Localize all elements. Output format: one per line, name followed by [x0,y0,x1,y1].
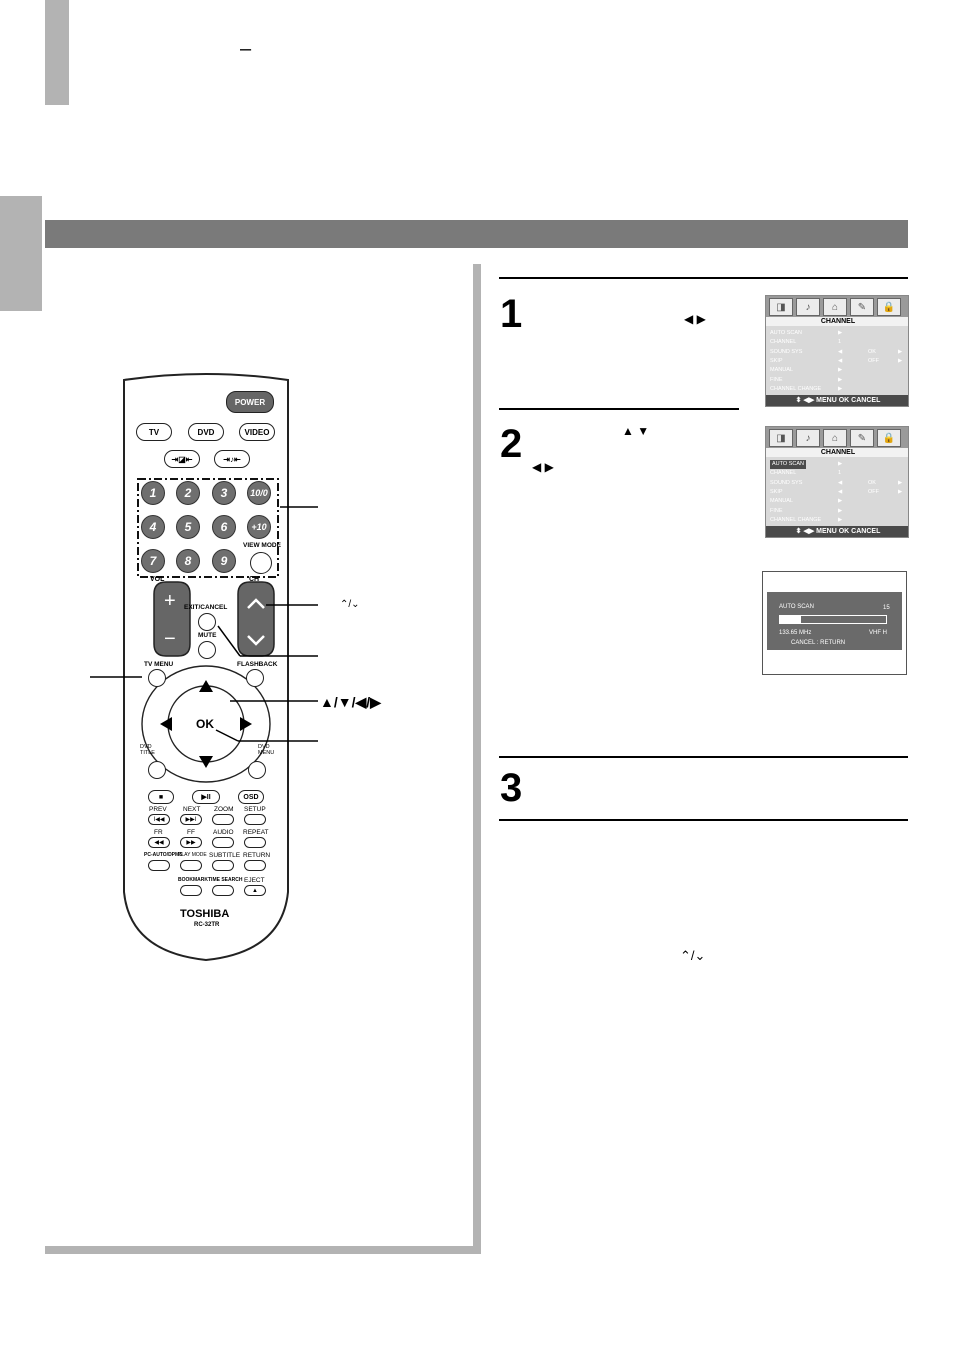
menu-row-mark: ▶ [838,507,843,514]
menu-row-mark2: ▶ [898,357,903,364]
menu-row[interactable] [770,497,906,506]
time-search-label: TIME SEARCH [208,877,243,883]
scan-title: AUTO SCAN [779,604,814,610]
vol-label: VOL [150,576,165,583]
menu-row-mark: ▶ [838,498,843,505]
scan-count: 15 [883,605,890,611]
repeat-label: REPEAT [243,829,269,836]
menu-row-mark: ▶ [838,330,843,336]
num-4-button[interactable]: 4 [141,515,165,539]
menu-row-mark: 1 [838,339,842,346]
flashback-label: FLASHBACK [237,661,278,668]
menu-row[interactable] [770,469,906,478]
ch-label: CH [249,576,260,583]
menu-row[interactable] [770,366,906,375]
menu-row-mark2: ▶ [898,479,903,486]
step-2-number: 2 [500,422,523,466]
scan-progress-track [779,615,887,624]
audio-label: AUDIO [213,829,234,836]
lock-icon: 🔒 [877,298,901,316]
plus-10-button[interactable]: +10 [247,515,271,539]
menu-row-mark: ◀ [838,479,843,486]
ff-button[interactable]: ▶▶ [180,837,202,848]
rule-step-3 [499,819,908,821]
setup-icon: ✎ [850,429,874,447]
menu-title: CHANNEL [766,317,909,326]
menu-icon-bar [766,296,909,318]
num-10-0-button[interactable]: 10/0 [247,481,271,505]
menu-row-label: FINE [770,376,783,383]
brand-logo: TOSHIBA [180,908,230,920]
num-8-button[interactable]: 8 [176,549,200,573]
sound-mode-button[interactable]: ⇥♪⇤ [214,450,250,468]
menu-row[interactable] [770,376,906,385]
menu-footer: ⬍ ◀▶ MENU OK CANCEL [766,395,909,406]
scan-band: VHF H [869,630,887,636]
step-2-arrows-lr: ◀ ▶ [532,460,554,474]
setup-icon: ✎ [850,298,874,316]
audio-icon: ♪ [796,298,820,316]
rule-step-1 [499,408,739,410]
num-7-button[interactable]: 7 [141,549,165,573]
menu-row-label: CHANNEL CHANGE [770,516,822,523]
return-label: RETURN [243,852,271,859]
vol-up-button[interactable]: + [164,590,176,612]
menu-title: CHANNEL [766,448,909,457]
menu-row-label: FINE [770,507,783,514]
menu-footer: ⬍ ◀▶ MENU OK CANCEL [766,526,909,537]
left-panel-bottom-border [45,1246,481,1254]
stop-button[interactable]: ■ [148,790,174,804]
menu-row-mark2: ▶ [898,488,903,495]
menu-row-label: SKIP [770,357,783,364]
picture-mode-button[interactable]: ⇥◪⇤ [164,450,200,468]
menu-row-mark: ◀ [838,357,843,364]
menu-icon-bar [766,427,909,449]
top-left-tab [45,0,69,105]
bottom-ch-arrows: ⌃/⌄ [680,948,706,963]
menu-row-label: AUTO SCAN [772,461,804,467]
step-1-number: 1 [500,292,523,336]
callout-nav-arrows: ▲/▼/◀/▶ [320,694,381,710]
fr-button[interactable]: ◀◀ [148,837,170,848]
menu-row-label: SKIP [770,488,783,495]
scan-frequency: 133.65 MHz [779,630,812,636]
tv-button[interactable]: TV [136,423,172,441]
audio-icon: ♪ [796,429,820,447]
fr-label: FR [154,829,163,836]
menu-row-label: SOUND SYS [770,348,803,355]
section-band [45,220,908,248]
channel-menu-screen-2 [765,426,909,538]
ff-label: FF [187,829,195,836]
menu-row-mark: 1 [838,470,842,477]
menu-row[interactable] [770,338,906,347]
side-tab [0,196,42,311]
menu-row-val: OK [868,479,876,486]
num-5-button[interactable]: 5 [176,515,200,539]
dvd-title-label: DVD TITLE [140,744,155,756]
rule-step-2 [499,756,908,758]
channel-menu-screen-1 [765,295,909,407]
dvd-button[interactable]: DVD [188,423,224,441]
menu-row[interactable] [770,488,906,497]
ok-button[interactable]: OK [196,717,214,731]
subtitle-label: SUBTITLE [209,852,241,859]
mute-label: MUTE [198,632,217,639]
prev-label: PREV [149,806,167,813]
num-6-button[interactable]: 6 [212,515,236,539]
next-button[interactable]: ▶▶I [180,814,202,825]
zoom-label: ZOOM [214,806,234,813]
tv-menu-label: TV MENU [144,661,174,668]
menu-row-label: SOUND SYS [770,479,803,486]
channel-icon: ⌂ [823,429,847,447]
menu-row-mark: ▶ [838,367,843,374]
menu-row-val: OFF [868,357,879,364]
menu-row-label: MANUAL [770,498,793,505]
menu-row-mark: ▶ [838,376,843,383]
video-button[interactable]: VIDEO [239,423,275,441]
menu-row[interactable] [770,329,906,338]
menu-row-mark: ◀ [838,488,843,495]
exit-cancel-label: EXIT/CANCEL [184,604,228,611]
menu-row-mark: ▶ [838,385,843,392]
view-mode-label: VIEW MODE [243,542,281,549]
eject-label: EJECT [244,877,265,884]
callout-ch-arrows: ⌃/⌄ [340,599,360,610]
dvd-menu-label: DVD MENU [258,744,275,756]
menu-row[interactable] [770,385,906,394]
channel-icon: ⌂ [823,298,847,316]
menu-row[interactable] [770,357,906,366]
menu-row-mark: ◀ [838,348,843,355]
eject-button[interactable]: ▲ [244,885,266,896]
lock-icon: 🔒 [877,429,901,447]
menu-row-val: OFF [868,488,879,495]
menu-row-val: OK [868,348,876,355]
menu-row-mark2: ▶ [898,348,903,355]
num-9-button[interactable]: 9 [212,549,236,573]
step-2-arrows-updown: ▲ ▼ [622,424,650,438]
auto-scan-screen [762,571,907,675]
menu-row-label: CHANNEL [770,470,797,477]
play-mode-label: PLAY MODE [178,852,207,858]
model-label: RC-32TR [194,922,220,928]
menu-row-label: CHANNEL [770,339,797,346]
setup-label: SETUP [244,806,266,813]
num-2-button[interactable]: 2 [176,481,200,505]
picture-icon: ◨ [769,298,793,316]
header-dash: – [240,38,252,60]
step-1-arrows: ◀ ▶ [684,312,706,326]
picture-icon: ◨ [769,429,793,447]
scan-hint: CANCEL : RETURN [791,640,846,646]
menu-row-label: CHANNEL CHANGE [770,385,822,392]
prev-button[interactable]: I◀◀ [148,814,170,825]
scan-progress-fill [780,616,801,623]
bookmark-label: BOOKMARK [178,877,208,883]
num-1-button[interactable]: 1 [141,481,165,505]
menu-row[interactable] [770,348,906,357]
vol-down-button[interactable]: − [164,628,176,650]
menu-row-mark: ▶ [838,461,843,467]
menu-row-label: AUTO SCAN [770,330,802,336]
left-panel-right-border [473,264,481,1254]
osd-button[interactable]: OSD [238,790,264,804]
menu-row[interactable] [770,516,906,525]
power-button[interactable]: POWER [226,391,274,413]
rule-top [499,277,908,279]
menu-row-label: MANUAL [770,367,793,374]
menu-row[interactable] [770,507,906,516]
pc-auto-label: PC-AUTO/DPMS [144,852,183,858]
num-3-button[interactable]: 3 [212,481,236,505]
menu-row[interactable] [770,460,906,469]
step-3-number: 3 [500,766,523,810]
menu-row[interactable] [770,479,906,488]
menu-row-mark: ▶ [838,516,843,523]
next-label: NEXT [183,806,201,813]
play-pause-button[interactable]: ▶II [192,790,220,804]
